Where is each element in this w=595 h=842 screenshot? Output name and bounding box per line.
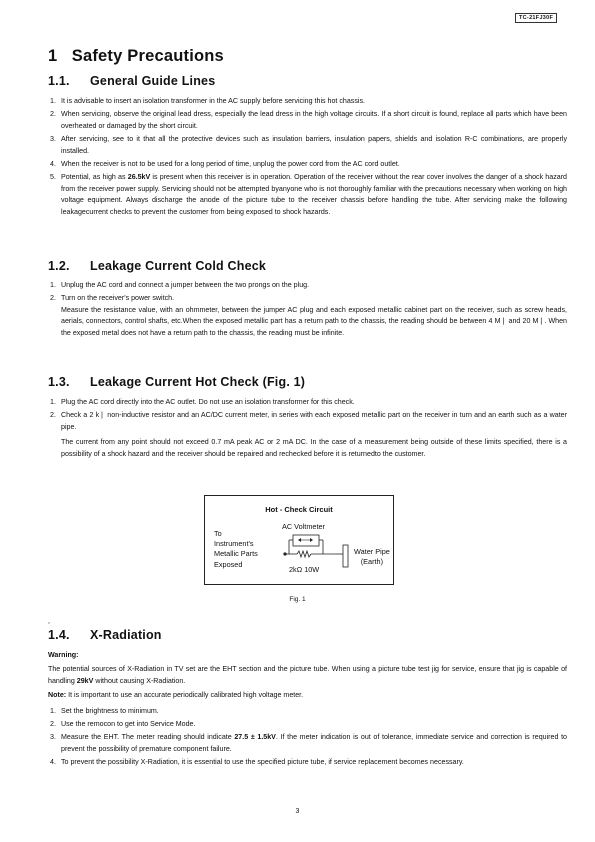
section-title: Leakage Current Cold Check xyxy=(90,259,267,273)
hot-check-circuit-figure xyxy=(204,495,394,585)
section-number: 1.4. xyxy=(48,628,70,642)
list-item: 2. Use the remocon to get into Service Mode. xyxy=(50,720,196,729)
section-body-1-3 xyxy=(48,397,567,460)
note-body: It is important to use an accurate periodically calibrated high voltage meter. xyxy=(66,691,304,700)
figure-title: Hot - Check Circuit xyxy=(265,505,333,514)
section-title: Leakage Current Hot Check (Fig. 1) xyxy=(90,375,306,389)
section-number: 1.2. xyxy=(48,259,70,273)
model-tag: TC-21FJ30F xyxy=(515,13,557,23)
item-text: After servicing, see to it that all the protective devices such as insulation barriers, insulation papers, shields and isolation R-C combinations, are properly installed. xyxy=(61,135,567,155)
voltmeter-symbol xyxy=(293,535,319,546)
section-number: 1.1. xyxy=(48,74,70,88)
item-text: When the receiver is not to be used for a long period of time, unplug the power cord from the AC cord outlet. xyxy=(61,160,400,169)
warning-label xyxy=(48,650,567,661)
list-item: 2. Turn on the receiver's power switch. xyxy=(50,294,175,303)
label-line: To xyxy=(214,529,222,538)
list-item: 3. After servicing, see to it that all the protective devices such as insulation barriers, insulation papers, shields and isolation R-C combinations, are properly installed. xyxy=(50,135,567,155)
list-item: 1. Plug the AC cord directly into the AC outlet. Do not use an isolation transformer for this check. xyxy=(50,398,355,406)
warning-text xyxy=(48,664,567,687)
item-text: Unplug the AC cord and connect a jumper between the two prongs on the plug. xyxy=(61,281,310,289)
list-item: 4. To prevent the possibility X-Radiation, it is essential to use the specified picture tube, if service replacement becomes necessary. xyxy=(50,758,464,767)
label-line: (Earth) xyxy=(360,557,384,566)
section-body-1-4 xyxy=(48,650,567,769)
section-heading-1-4 xyxy=(48,628,162,642)
list-item: 1. Unplug the AC cord and connect a jumper between the two prongs on the plug. xyxy=(50,281,310,289)
title-text: Safety Precautions xyxy=(71,47,224,65)
item-text-post: . If the meter indication is out of tolerance, immediate service and correction is required to prevent the possibility of premature component failure. xyxy=(61,733,567,753)
label-line: Water Pipe xyxy=(354,547,390,556)
page-title xyxy=(48,47,224,66)
list-item: 1. Set the brightness to minimum. xyxy=(50,706,159,715)
instrument-label xyxy=(214,529,258,570)
title-number: 1 xyxy=(48,47,58,65)
list-item: 2. Check a 2 k❘ non-inductive resistor and an AC/DC current meter, in series with each exposed metallic part on the receiver in turn and an earth such as a water pipe. xyxy=(50,411,567,431)
resistor-zigzag xyxy=(297,551,311,557)
voltage-value: 26.5kV xyxy=(127,173,151,182)
item-text-pre: Measure the EHT. The meter reading should indicate xyxy=(61,733,235,742)
warning-text-pre: The potential sources of X-Radiation in TV set are the EHT section and the picture tube. When using a picture tube test jig for service, ensure that jig is capable of handling xyxy=(48,665,567,685)
section-heading-1-2 xyxy=(48,259,266,273)
item-text: Check a 2 k❘ non-inductive resistor and an AC/DC current meter, in series with each exposed metallic part on the receiver in turn and an earth such as a water pipe. xyxy=(61,411,567,431)
item-text: Set the brightness to minimum. xyxy=(61,706,159,715)
label-line: Exposed xyxy=(214,559,243,569)
probe-terminal xyxy=(283,552,286,555)
water-pipe-symbol xyxy=(343,545,348,567)
item-text: Turn on the receiver's power switch. xyxy=(61,294,175,303)
page-number: 3 xyxy=(295,808,300,815)
label-line: Instrument's xyxy=(214,539,254,549)
warning-voltage: 29kV xyxy=(76,676,94,685)
warning-label-text: Warning: xyxy=(48,651,79,659)
section-title: General Guide Lines xyxy=(90,74,216,88)
list-item: 1. It is advisable to insert an isolation transformer in the AC supply before servicing this hot chassis. xyxy=(50,97,365,105)
section-body-1-2 xyxy=(48,280,567,339)
continuation-text: Measure the resistance value, with an ohmmeter, between the jumper AC plug and each exposed metallic cabinet part on the receiver, such as screw heads, aerials, connectors, control shafts, etc.When the exposed metallic part has a return path to the chassis, the reading should be between 4 M❘ and 20 M❘. When the exposed metal does not have a return path to the chassis, the reading must be infinite. xyxy=(61,305,567,337)
section-number: 1.3. xyxy=(48,375,70,389)
stray-mark: , xyxy=(48,618,50,625)
continuation-text: The current from any point should not exceed 0.7 mA peak AC or 2 mA DC. In the case of a measurement being outside of these limits specified, there is a possibility of a shock hazard and the receiver should be repaired and rechecked before it is returnedto the customer. xyxy=(61,438,567,458)
item-text: When servicing, observe the original lead dress, especially the lead dress in the high voltage circuits. If a short circuit is found, replace all parts which have been overheated or damaged by the short circuit. xyxy=(61,110,567,130)
note-text xyxy=(48,690,567,701)
resistor-label: 2kΩ 10W xyxy=(289,565,320,574)
list-item: 2. When servicing, observe the original lead dress, especially the lead dress in the high voltage circuits. If a short circuit is found, replace all parts which have been overheated or damaged by the short circuit. xyxy=(50,110,567,130)
figure-caption: Fig. 1 xyxy=(289,596,306,603)
warning-text-post: without causing X-Radiation. xyxy=(93,676,186,685)
section-heading-1-3 xyxy=(48,375,305,389)
item-text: Use the remocon to get into Service Mode. xyxy=(61,720,196,729)
voltmeter-label: AC Voltmeter xyxy=(282,522,325,531)
label-line: Metallic Parts xyxy=(214,549,258,559)
note-label: Note: xyxy=(48,691,67,700)
section-heading-1-1 xyxy=(48,74,215,88)
item-text-post: is present when this receiver is in operation. Operation of the receiver without the rear cover involves the danger of a shock hazard from the receiver power supply. Servicing should not be attempted byanyone who is not thoroughly familiar with the precautions necessary when working on high voltage equipment. Always discharge the anode of the picture tube to the receiver chassis before handling the tube. After servicing make the following leakagecurrent checks to prevent the customer from being exposed to shock hazards. xyxy=(61,173,568,216)
item-text: Plug the AC cord directly into the AC outlet. Do not use an isolation transformer for this check. xyxy=(61,398,355,406)
item-text: It is advisable to insert an isolation transformer in the AC supply before servicing this hot chassis. xyxy=(61,97,365,105)
water-pipe-label xyxy=(354,547,390,567)
eht-value: 27.5 ± 1.5kV xyxy=(234,733,276,742)
list-item: 3. Measure the EHT. The meter reading should indicate 27.5 ± 1.5kV. If the meter indication is out of tolerance, immediate service and correction is required to prevent the possibility of premature component failure. xyxy=(50,733,567,753)
item-text: To prevent the possibility X-Radiation, it is essential to use the specified picture tube, if service replacement becomes necessary. xyxy=(61,758,464,767)
list-item: 4. When the receiver is not to be used for a long period of time, unplug the power cord from the AC cord outlet. xyxy=(50,160,400,169)
section-body-1-1 xyxy=(48,96,567,218)
section-title: X-Radiation xyxy=(90,628,162,642)
list-item: 5. Potential, as high as 26.5kV is present when this receiver is in operation. Operation of the receiver without the rear cover involves the danger of a shock hazard from the receiver power supply. Servicing should not be attempted byanyone who is not thoroughly familiar with the precautions necessary when working on high voltage equipment. Always discharge the anode of the picture tube to the receiver chassis before handling the tube. After servicing make the following leakagecurrent checks to prevent the customer from being exposed to shock hazards. xyxy=(50,173,568,216)
item-text-pre: Potential, as high as xyxy=(61,173,128,182)
